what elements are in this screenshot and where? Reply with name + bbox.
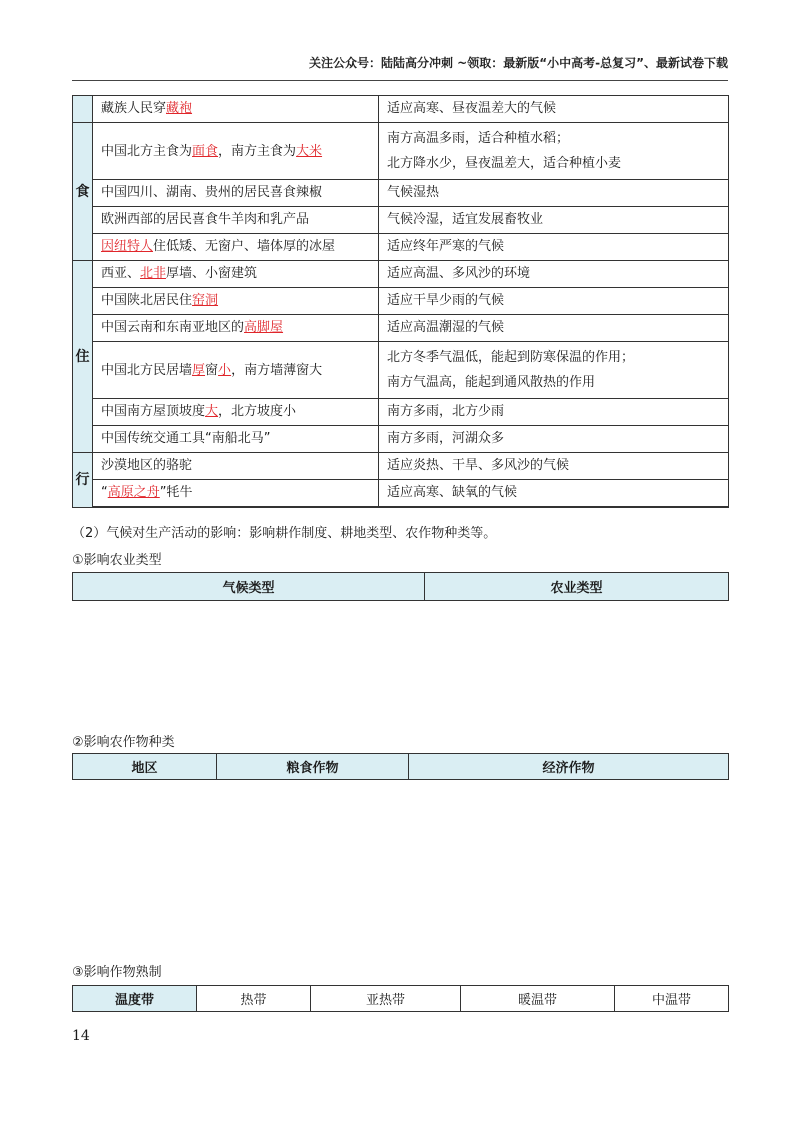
text-segment: 中国南方屋顶坡度 bbox=[101, 404, 206, 419]
climate-reason-cell bbox=[379, 426, 729, 453]
agriculture-type-table bbox=[72, 572, 729, 601]
table-header-row bbox=[73, 573, 729, 601]
text-segment: 住低矮、无窗户、墙体厚的冰屋 bbox=[153, 239, 336, 254]
text-segment: 中国传统交通工具“南船北马” bbox=[101, 431, 271, 446]
reason-line: 适应高温潮湿的气候 bbox=[387, 320, 505, 335]
life-phenomenon-cell bbox=[93, 453, 379, 480]
climate-reason-cell bbox=[379, 207, 729, 234]
crop-species-table bbox=[72, 753, 729, 780]
life-phenomenon-cell bbox=[93, 399, 379, 426]
life-phenomenon-cell bbox=[93, 507, 379, 508]
climate-reason-cell bbox=[379, 453, 729, 480]
column-header: 地区 bbox=[73, 754, 217, 780]
reason-line: 北方降水少，昼夜温差大，适合种植小麦 bbox=[387, 156, 622, 171]
reason-line: 气候湿热 bbox=[387, 185, 440, 200]
text-segment: 窗 bbox=[205, 362, 219, 378]
temperature-zone-label: 温度带 bbox=[73, 986, 197, 1012]
text-segment: ，南方主食为 bbox=[218, 143, 297, 159]
temperature-zone-cell: 中温带 bbox=[615, 986, 729, 1012]
life-phenomenon-cell bbox=[93, 288, 379, 315]
reason-line: 气候冷湿，适宜发展畜牧业 bbox=[387, 212, 544, 227]
subheading-crop-species: ②影响农作物种类 bbox=[72, 735, 175, 750]
table-row bbox=[73, 315, 729, 342]
life-phenomenon-cell bbox=[93, 123, 379, 180]
text-segment: 中国四川、湖南、贵州的居民喜食辣椒 bbox=[101, 185, 323, 200]
climate-reason-cell bbox=[379, 261, 729, 288]
table-row bbox=[73, 180, 729, 207]
reason-line: 适应高寒、缺氧的气候 bbox=[387, 485, 518, 500]
text-segment: 欧洲西部的居民喜食牛羊肉和乳产品 bbox=[101, 212, 310, 227]
text-segment: 藏族人民穿 bbox=[101, 101, 167, 116]
life-phenomenon-cell bbox=[93, 207, 379, 234]
subheading-cropping-system: ③影响作物熟制 bbox=[72, 965, 162, 980]
temperature-zone-cell: 热带 bbox=[197, 986, 311, 1012]
reason-line: 南方多雨，河湖众多 bbox=[387, 431, 505, 446]
text-segment: 中国北方民居墙 bbox=[101, 362, 193, 378]
climate-reason-cell bbox=[379, 123, 729, 180]
table-row bbox=[73, 261, 729, 288]
text-segment: 中国陕北居民住 bbox=[101, 293, 193, 308]
temperature-zone-cell: 亚热带 bbox=[311, 986, 461, 1012]
highlighted-keyword: 高原之舟 bbox=[107, 485, 160, 500]
reason-line: 北方冬季气温低，能起到防寒保温的作用； bbox=[387, 350, 635, 365]
reason-line: 适应高寒、昼夜温差大的气候 bbox=[387, 101, 557, 116]
highlighted-keyword: 北非 bbox=[140, 266, 167, 281]
highlighted-keyword: 大 bbox=[205, 404, 219, 419]
reason-line: 适应炎热、干旱、多风沙的气候 bbox=[387, 458, 570, 473]
table-row bbox=[73, 342, 729, 399]
column-header: 经济作物 bbox=[409, 754, 729, 780]
highlighted-keyword: 大米 bbox=[296, 143, 323, 159]
climate-reason-cell bbox=[379, 180, 729, 207]
climate-reason-cell bbox=[379, 288, 729, 315]
text-segment: 中国北方主食为 bbox=[101, 143, 193, 159]
highlighted-keyword: 因纽特人 bbox=[101, 239, 154, 254]
text-segment: 西亚、 bbox=[101, 266, 141, 281]
highlighted-keyword: 高脚屋 bbox=[244, 320, 284, 335]
category-cell-housing: 住 bbox=[73, 261, 93, 453]
reason-line: 适应终年严寒的气候 bbox=[387, 239, 505, 254]
text-segment: ，南方墙薄窗大 bbox=[231, 362, 323, 378]
reason-line: 南方气温高，能起到通风散热的作用 bbox=[387, 375, 596, 390]
temperature-zone-cell: 暖温带 bbox=[461, 986, 615, 1012]
column-header: 气候类型 bbox=[73, 573, 425, 601]
climate-reason-cell bbox=[379, 315, 729, 342]
climate-reason-cell bbox=[379, 342, 729, 399]
table-row bbox=[73, 986, 729, 1012]
text-segment: 中国云南和东南亚地区的 bbox=[101, 320, 245, 335]
subheading-agriculture-type: ①影响农业类型 bbox=[72, 553, 162, 568]
reason-line: 南方多雨，北方少雨 bbox=[387, 404, 505, 419]
climate-reason-cell bbox=[379, 96, 729, 123]
highlighted-keyword: 厚 bbox=[192, 362, 206, 378]
text-segment: “ bbox=[101, 485, 108, 500]
page-number: 14 bbox=[72, 1028, 90, 1044]
life-phenomenon-cell bbox=[93, 261, 379, 288]
life-phenomenon-cell bbox=[93, 342, 379, 399]
table-row bbox=[73, 480, 729, 507]
column-header: 农业类型 bbox=[425, 573, 729, 601]
climate-life-table bbox=[72, 95, 729, 508]
highlighted-keyword: 窑洞 bbox=[192, 293, 219, 308]
temperature-zone-table bbox=[72, 985, 729, 1012]
life-phenomenon-cell bbox=[93, 426, 379, 453]
climate-reason-cell bbox=[379, 399, 729, 426]
table-row bbox=[73, 288, 729, 315]
reason-line: 南方高温多雨，适合种植水稻； bbox=[387, 131, 570, 146]
text-segment: ”牦牛 bbox=[159, 485, 193, 500]
section-heading-production: （2）气候对生产活动的影响：影响耕作制度、耕地类型、农作物种类等。 bbox=[72, 526, 497, 541]
text-segment: ，北方坡度小 bbox=[218, 404, 297, 419]
reason-line: 适应干旱少雨的气候 bbox=[387, 293, 505, 308]
highlighted-keyword: 面食 bbox=[192, 143, 219, 159]
life-phenomenon-cell bbox=[93, 480, 379, 507]
table-row bbox=[73, 453, 729, 480]
table-row bbox=[73, 234, 729, 261]
text-segment: 厚墙、小窗建筑 bbox=[166, 266, 258, 281]
header-rule bbox=[72, 80, 728, 81]
table-row bbox=[73, 426, 729, 453]
climate-reason-cell bbox=[379, 480, 729, 507]
life-phenomenon-cell bbox=[93, 180, 379, 207]
text-segment: 沙漠地区的骆驼 bbox=[101, 458, 193, 473]
life-phenomenon-cell bbox=[93, 315, 379, 342]
category-cell-transport: 行 bbox=[73, 453, 93, 508]
life-phenomenon-cell bbox=[93, 96, 379, 123]
highlighted-keyword: 小 bbox=[218, 362, 232, 378]
table-row bbox=[73, 399, 729, 426]
category-cell-blank bbox=[73, 96, 93, 123]
table-row bbox=[73, 123, 729, 180]
table-row bbox=[73, 507, 729, 508]
life-phenomenon-cell bbox=[93, 234, 379, 261]
highlighted-keyword: 藏袍 bbox=[166, 101, 193, 116]
reason-line: 适应高温、多风沙的环境 bbox=[387, 266, 531, 281]
category-cell-food: 食 bbox=[73, 123, 93, 261]
page-header: 关注公众号：陆陆高分冲刺 ~领取：最新版“小中高考-总复习”、最新试卷下载 bbox=[309, 56, 728, 70]
table-header-row bbox=[73, 754, 729, 780]
table-row bbox=[73, 207, 729, 234]
climate-reason-cell bbox=[379, 507, 729, 508]
column-header: 粮食作物 bbox=[217, 754, 409, 780]
climate-reason-cell bbox=[379, 234, 729, 261]
table-row bbox=[73, 96, 729, 123]
